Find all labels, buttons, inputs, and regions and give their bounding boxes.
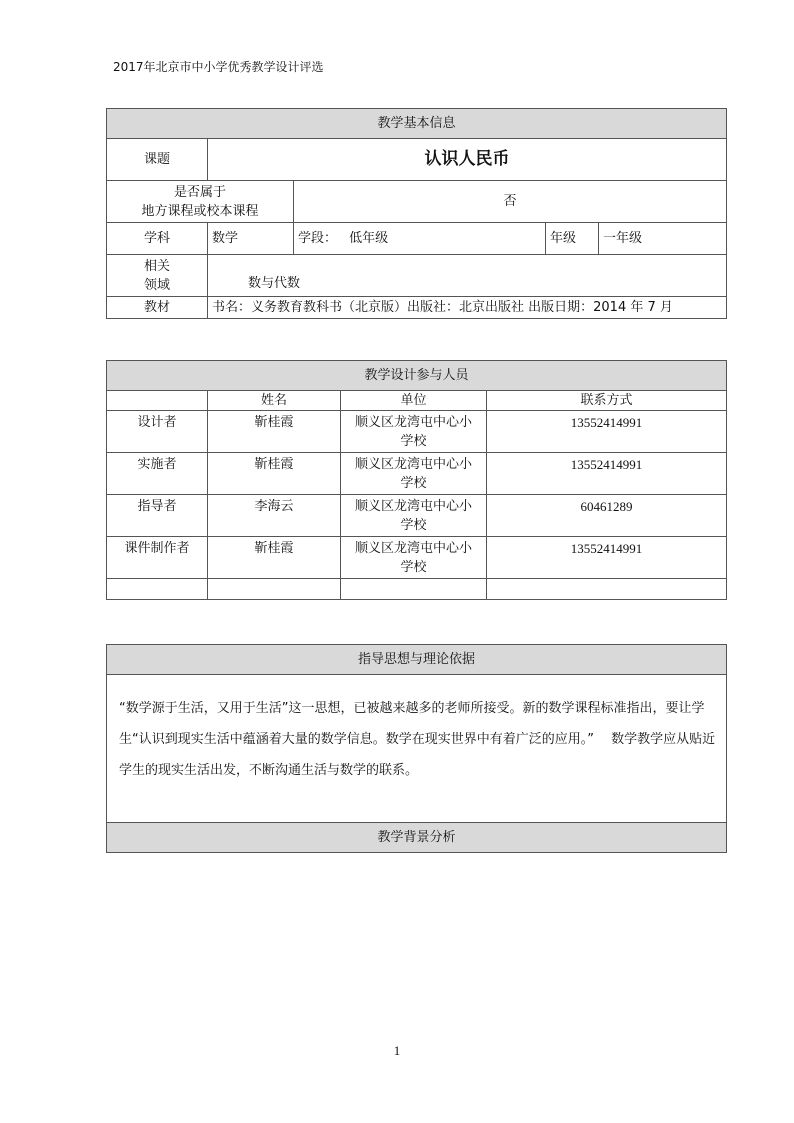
column-header-contact: 联系方式 xyxy=(487,391,727,411)
domain-label xyxy=(107,255,208,297)
guidance-paragraph: “数学源于生活，又用于生活”这一思想，已被越来越多的老师所接受。新的数学课程标准指出，要让学生“认识到现实生活中蕴涵着大量的数学信息。数学在现实世界中有着广泛的应用。” 数学教学应从贴近学生的现实生活出发，不断沟通生活与数学的联系。 xyxy=(107,675,727,823)
table-row xyxy=(107,411,727,453)
role-cell: 课件制作者 xyxy=(107,537,208,579)
basic-info-heading: 教学基本信息 xyxy=(107,109,727,139)
unit-line1: 顺义区龙湾屯中心小 xyxy=(354,457,472,472)
unit-cell xyxy=(341,495,487,537)
local-course-label-line2: 地方课程或校本课程 xyxy=(141,203,259,219)
guidance-table xyxy=(106,644,727,853)
empty-cell xyxy=(487,579,727,600)
role-cell: 设计者 xyxy=(107,411,208,453)
unit-line2: 学校 xyxy=(400,476,427,491)
domain-label-line2: 领域 xyxy=(143,277,170,293)
role-cell: 指导者 xyxy=(107,495,208,537)
topic-label: 课题 xyxy=(107,139,208,181)
stage-label: 学段： xyxy=(298,231,338,246)
unit-line2: 学校 xyxy=(400,560,427,575)
guidance-heading: 指导思想与理论依据 xyxy=(107,645,727,675)
empty-cell xyxy=(208,579,341,600)
local-course-label-line1: 是否属于 xyxy=(173,184,226,200)
unit-line2: 学校 xyxy=(400,518,427,533)
grade-value: 一年级 xyxy=(599,223,727,255)
participants-heading: 教学设计参与人员 xyxy=(107,361,727,391)
unit-cell xyxy=(341,453,487,495)
unit-line2: 学校 xyxy=(400,434,427,449)
document-header: 2017年北京市中小学优秀教学设计评选 xyxy=(113,60,324,74)
domain-value: 数与代数 xyxy=(208,255,727,297)
local-course-value: 否 xyxy=(294,181,727,223)
name-cell: 靳桂霞 xyxy=(208,411,341,453)
stage-cell xyxy=(294,223,546,255)
local-course-label xyxy=(107,181,294,223)
unit-line1: 顺义区龙湾屯中心小 xyxy=(354,499,472,514)
basic-info-table xyxy=(106,108,727,319)
grade-label: 年级 xyxy=(546,223,599,255)
subject-label: 学科 xyxy=(107,223,208,255)
name-cell: 靳桂霞 xyxy=(208,537,341,579)
domain-label-line1: 相关 xyxy=(143,258,170,274)
contact-cell: 60461289 xyxy=(487,495,727,537)
page-number: 1 xyxy=(393,1043,401,1058)
table-row xyxy=(107,495,727,537)
subject-value: 数学 xyxy=(208,223,294,255)
stage-value: 低年级 xyxy=(349,231,389,246)
participants-table xyxy=(106,360,727,600)
column-header-unit: 单位 xyxy=(341,391,487,411)
table-row xyxy=(107,537,727,579)
name-cell: 靳桂霞 xyxy=(208,453,341,495)
contact-cell: 13552414991 xyxy=(487,411,727,453)
unit-cell xyxy=(341,411,487,453)
column-header-name: 姓名 xyxy=(208,391,341,411)
contact-cell: 13552414991 xyxy=(487,537,727,579)
background-analysis-heading: 教学背景分析 xyxy=(107,823,727,853)
contact-cell: 13552414991 xyxy=(487,453,727,495)
unit-line1: 顺义区龙湾屯中心小 xyxy=(354,541,472,556)
unit-cell xyxy=(341,537,487,579)
empty-cell xyxy=(341,579,487,600)
unit-line1: 顺义区龙湾屯中心小 xyxy=(354,415,472,430)
empty-cell xyxy=(107,579,208,600)
name-cell: 李海云 xyxy=(208,495,341,537)
blank-column-header xyxy=(107,391,208,411)
textbook-label: 教材 xyxy=(107,297,208,319)
lesson-title: 认识人民币 xyxy=(208,139,727,181)
role-cell: 实施者 xyxy=(107,453,208,495)
table-row xyxy=(107,453,727,495)
textbook-value: 书名：义务教育教科书（北京版）出版社：北京出版社 出版日期：2014 年 7 月 xyxy=(208,297,727,319)
empty-table-row xyxy=(107,579,727,600)
